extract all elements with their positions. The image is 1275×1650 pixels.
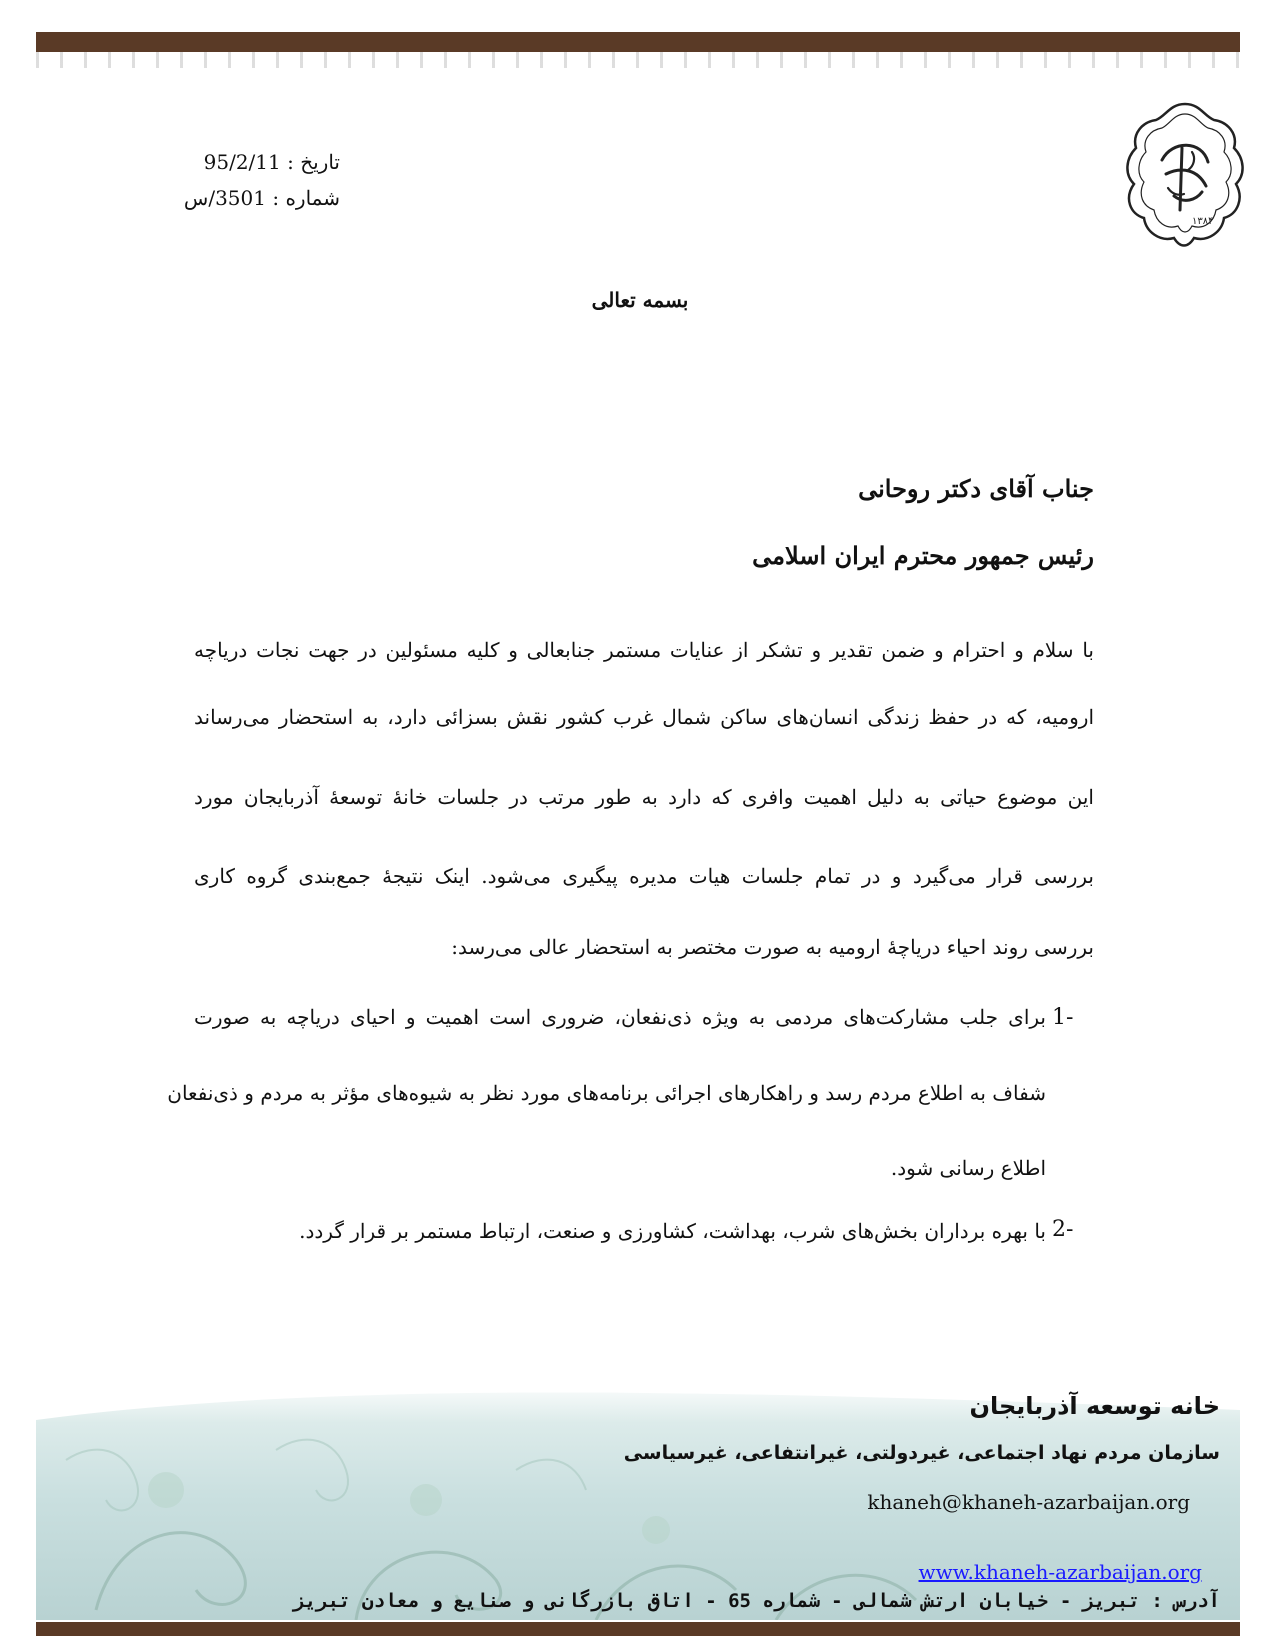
footer-website-link[interactable]: www.khaneh-azarbaijan.org (918, 1560, 1202, 1584)
list-item-line: اطلاع رسانی شود. (890, 1156, 1046, 1180)
organization-seal-logo (1122, 100, 1248, 250)
footer-email-link[interactable]: khaneh@khaneh-azarbaijan.org (867, 1490, 1190, 1514)
body-line: بررسی روند احیاء دریاچهٔ ارومیه به صورت مختصر به استحضار عالی می‌رسد: (451, 935, 1094, 959)
number-label: شماره : (272, 186, 340, 210)
list-item-number: 1- (1052, 1005, 1074, 1030)
body-line: ارومیه، که در حفظ زندگی انسان‌های ساکن شمال غرب کشور نقش بسزائی دارد، به استحضار می‌رساند (194, 705, 1094, 729)
date-label: تاریخ : (287, 150, 340, 174)
top-ornament-strip (36, 52, 1240, 68)
addressee-title: رئیس جمهور محترم ایران اسلامی (752, 541, 1094, 570)
bismillah-heading: بسمه تعالی (591, 288, 689, 312)
list-item-line: شفاف به اطلاع مردم رسد و راهکارهای اجرائی برنامه‌های مورد نظر به شیوه‌های مؤثر به مردم و ذی‌نفعان (167, 1081, 1046, 1105)
footer-org-description: سازمان مردم نهاد اجتماعی، غیردولتی، غیرانتفاعی، غیرسیاسی (623, 1442, 1220, 1464)
top-decorative-border (36, 32, 1240, 52)
letter-date (150, 150, 340, 174)
number-value: 3501/س (183, 186, 266, 210)
list-item-line: با بهره برداران بخش‌های شرب، بهداشت، کشاورزی و صنعت، ارتباط مستمر بر قرار گردد. (299, 1219, 1046, 1243)
body-line: این موضوع حیاتی به دلیل اهمیت وافری که دارد به طور مرتب در جلسات خانهٔ توسعهٔ آذربایجان مورد (194, 785, 1094, 809)
addressee-name: جناب آقای دکتر روحانی (858, 474, 1094, 503)
date-value: 95/2/11 (203, 150, 281, 174)
letter-number (150, 186, 340, 210)
body-line: با سلام و احترام و ضمن تقدیر و تشکر از عنایات مستمر جنابعالی و کلیه مسئولین در جهت نجات دریاچه (194, 638, 1094, 662)
list-item-line: برای جلب مشارکت‌های مردمی به ویژه ذی‌نفعان، ضروری است اهمیت و احیای دریاچه به صورت (194, 1005, 1046, 1029)
footer-address: آدرس : تبریز - خیابان ارتش شمالی - شماره 65 - اتاق بازرگانی و صنایع و معادن تبریز (293, 1590, 1220, 1612)
footer-org-name: خانه توسعه آذربایجان (969, 1392, 1220, 1420)
list-item-number: 2- (1052, 1217, 1074, 1242)
seal-year: ۱۳۸۴ (1192, 216, 1214, 227)
bottom-decorative-border (36, 1622, 1240, 1636)
body-line: بررسی قرار می‌گیرد و در تمام جلسات هیات مدیره پیگیری می‌شود. اینک نتیجهٔ جمع‌بندی گروه کاری (194, 864, 1094, 888)
